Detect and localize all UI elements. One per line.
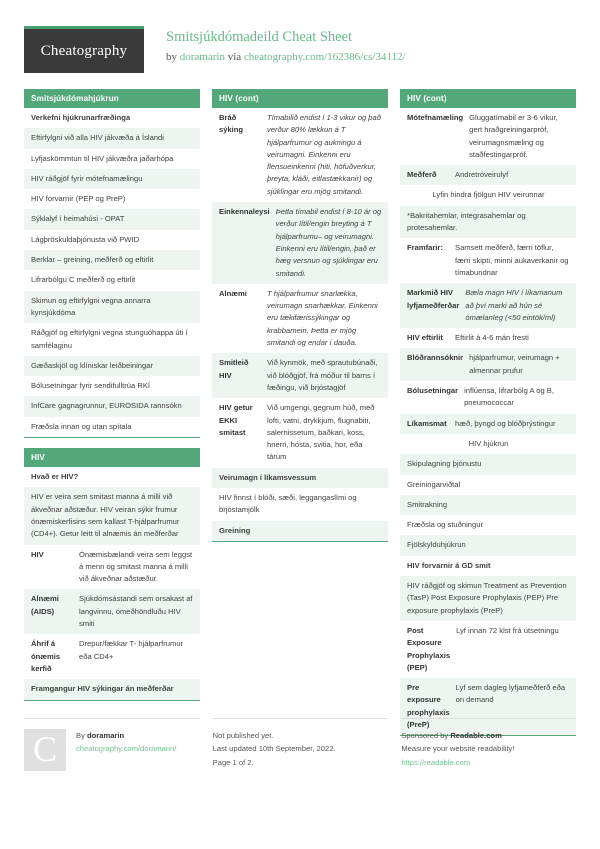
page-header	[0, 0, 600, 73]
list-item: HIV ráðgjöf fyrir mótefnamælingu	[24, 169, 200, 189]
row-value: Við umgengi, gegnum húð, með lofti, vatni, drykkjum, flugnabiti, salernissetum, baðkari, koss, hnerri, hósta, svitia, hor, eða tárum	[267, 403, 375, 462]
row-value: Sjúkdómsástandi sem orsakast af langvinnu, ómeðhöndluðu HIV smiti	[79, 594, 193, 629]
row-value: Þetta tímabil endist í 8-10 ár og verður lítil/engin breyting á T hjálparfrumu– og veirumagni. Einkenni eru lítil/engin, það er hæg versnun og sjúklingar eru smitandi.	[275, 207, 382, 278]
row-key: Meðferð	[407, 170, 437, 180]
list-item: HIV finnst í blóði, sæði, leggangaslími og brjóstamjólk	[212, 488, 388, 521]
row-key: Einkennaleysi	[219, 207, 270, 217]
footer-author-col	[24, 718, 199, 771]
block-header: HIV	[24, 448, 200, 467]
block-header: HIV (cont)	[212, 89, 388, 108]
table-row	[212, 398, 388, 467]
author-link[interactable]: doramarin	[179, 50, 225, 63]
row-value: inflúensa, lifrarbólg A og B, pneumococcar	[464, 386, 554, 408]
table-row	[400, 621, 576, 678]
list-item: Sýklalyf í heimahúsi - OPAT	[24, 209, 200, 229]
list-item: Fræðsla innan og utan spítala	[24, 417, 200, 437]
content-block	[24, 89, 200, 438]
row-key: Blóðrannsóknir	[407, 353, 464, 363]
list-item: Lágþröskuldaþjónusta við PWID	[24, 230, 200, 250]
row-key: HIV eftirlit	[407, 333, 443, 343]
list-item: InfCare gagnagrunnur, EUROSIDA rannsókn	[24, 396, 200, 416]
list-item: Fræðsla og stuðningur	[400, 515, 576, 535]
row-value: Bæla magn HIV í líkamanum að því marki að hún sé ómælanleg (<50 eintök/ml)	[465, 288, 563, 322]
row-value: T hjálparfrumur snarlækka, veirumagn snarhækkar. Einkenni eru tækifærissýkingar og krabbamein. Þetta er mjög smitandi og endar í dauða.	[267, 288, 378, 348]
row-value: Samsett meðferð, færri töflur, færri skipti, minni aukaverkanir og tímabundnar	[455, 243, 569, 277]
sponsor-tagline: Measure your website readability!	[401, 744, 515, 754]
list-item: HIV forvarnir (PEP og PreP)	[24, 189, 200, 209]
list-item: Ráðgjöf og eftirfylgni vegna stunguóhappa úti í samfélaginu	[24, 323, 200, 356]
table-row	[400, 238, 576, 283]
list-item: Greiningarviðtal	[400, 475, 576, 495]
row-value: Gluggatímabil er 3-6 vikur, gert hraðgreiningarpróf, veirumagnsmæling og staðfestingarpróf.	[469, 113, 558, 159]
section-subheader: HIV forvarnir á GD smit	[400, 556, 576, 576]
footer-sponsor-text	[401, 729, 514, 771]
footer-author-name: doramarin	[86, 731, 125, 740]
section-subheader: Veirumagn í líkamsvessum	[212, 468, 388, 488]
column-3	[400, 89, 576, 746]
row-key: Framfarir:	[407, 243, 443, 253]
page-title: Smitsjúkdómadeild Cheat Sheet	[166, 29, 353, 45]
list-item: Eftirfylgni við alla HIV jákvæða á Íslandi	[24, 128, 200, 148]
sponsor-url[interactable]: https://readable.com	[401, 757, 471, 767]
row-key: Bólusetningar	[407, 386, 459, 396]
row-value: Við kynmök, með sprautubúnaði, við blóðgjöf, frá móður til barns í fæðingu, við brjóstagjöf	[267, 358, 378, 392]
column-2	[212, 89, 388, 552]
section-subheader: Verkefni hjúkrunarfræðinga	[24, 108, 200, 128]
list-item: HIV er veira sem smitast manna á milli við ákveðnar aðstæður. HIV veiran sýkir frumur ónæmiskerfisins sem kallast T-hjálparfrumur (CD4+). Getur leitt til alnæmis án meðferðar	[24, 487, 200, 544]
column-1	[24, 89, 200, 711]
block-body	[24, 108, 200, 438]
footer-by-prefix: By	[76, 731, 87, 740]
content-block	[24, 448, 200, 700]
footer-sponsor-col	[401, 718, 576, 771]
section-subheader: HIV hjúkrun	[400, 434, 576, 454]
last-updated: Last updated 10th September, 2022.	[212, 744, 336, 754]
section-subheader: Hvað er HIV?	[24, 467, 200, 487]
table-row	[24, 634, 200, 679]
block-header: Smitsjúkdómahjúkrun	[24, 89, 200, 108]
table-row	[212, 108, 388, 202]
table-row	[400, 381, 576, 414]
row-key: Post Exposure Prophylaxis (PEP)	[407, 625, 451, 672]
table-row	[24, 545, 200, 590]
byline-prefix: by	[166, 50, 180, 63]
list-item: Smitrakning	[400, 495, 576, 515]
section-subheader: Lyfin hindra fjölgun HIV veirunnar	[400, 185, 576, 205]
block-body	[400, 108, 576, 736]
row-value: Lyf innan 72 klst frá útsetningu	[456, 625, 559, 635]
table-row	[212, 353, 388, 398]
block-header: HIV (cont)	[400, 89, 576, 108]
table-row	[400, 283, 576, 328]
content-block	[400, 89, 576, 736]
list-item: Fjölskylduhjúkrun	[400, 535, 576, 555]
table-row	[400, 414, 576, 434]
logo-text: Cheatography	[40, 42, 128, 59]
row-key: HIV	[31, 549, 44, 559]
row-value: Drepur/fækkar T- hjálparfrumur eða CD4+	[79, 639, 184, 661]
list-item: Skimun og eftirfylgni vegna annarra kynsjúkdóma	[24, 291, 200, 324]
list-item: Lifrarbólgu C meðferð og eftirlit	[24, 270, 200, 290]
list-item: Skipulagning þjónustu	[400, 454, 576, 474]
columns-container	[0, 73, 600, 746]
row-key: Markmið HIV lyfjameðferðar	[407, 288, 460, 310]
table-row	[24, 589, 200, 634]
row-value: hæð, þyngd og blóðþrýstingur	[455, 418, 556, 428]
row-key: Alnæmi	[219, 288, 247, 298]
byline	[166, 49, 406, 66]
sponsor-prefix: Sponsored by	[401, 731, 451, 740]
table-row	[212, 284, 388, 353]
footer-author-url[interactable]: cheatography.com/doramarin/	[76, 744, 177, 754]
table-row	[400, 348, 576, 381]
list-item: Berklar – greining, meðferð og eftirlit	[24, 250, 200, 270]
row-key: Bráð sýking	[219, 113, 244, 135]
list-item: Lyfjaskömmtun til HIV jákvæðra jaðarhópa	[24, 149, 200, 169]
list-item: Gæðaskjöl og klíniskar leiðbeiningar	[24, 356, 200, 376]
table-row	[400, 165, 576, 185]
sponsor-name: Readable.com	[450, 731, 502, 740]
row-key: Líkamsmat	[407, 418, 447, 428]
source-link[interactable]: cheatography.com/162386/cs/34112/	[243, 50, 406, 63]
row-key: Áhrif á ónæmis kerfið	[31, 639, 61, 673]
row-value: Lyf sem dagleg lyfjameðferð eða on demand	[455, 683, 566, 705]
footer-author-text	[66, 729, 176, 771]
table-row	[400, 328, 576, 348]
page-footer	[24, 718, 576, 771]
block-body	[24, 467, 200, 700]
row-key: Smitleið HIV	[219, 358, 249, 380]
footer-publish-text	[213, 729, 336, 771]
row-key: Mótefnamæling	[407, 113, 464, 122]
row-value: Tímabilið endist í 1-3 vikur og það verður 80% lækkun á T hjálparfrumur og aukningu á veirumagni. Einkenni eru flensueinkenni (hiti, höfuðverkur, þreyta, kláði, eitlastækkanir) og sjúklingar eru mjög smitandi.	[267, 113, 381, 196]
section-subheader: Greining	[212, 521, 388, 541]
list-item: Bólusetningar fyrir sendifulltrúa RKÍ	[24, 376, 200, 396]
row-value: hjálparfrumur, veirumagn + almennar prufur	[469, 353, 560, 375]
content-block	[212, 89, 388, 542]
list-item: HIV ráðgjöf og skimun Treatment as Prevention (TasP) Post Exposure Prophylaxis (PEP) Pre exposure prophylaxis (PreP)	[400, 576, 576, 621]
row-key: Pre exposure prophylaxis (PreP)	[407, 683, 450, 729]
table-row	[212, 202, 388, 284]
page-info: Page 1 of 2.	[212, 757, 254, 767]
footer-publish-col	[213, 718, 388, 771]
title-block	[166, 26, 406, 65]
table-row	[400, 108, 576, 165]
list-item: *Bakritahemlar, integrasahemlar og protesahemlar.	[400, 206, 576, 239]
cheatography-logo[interactable]	[24, 26, 144, 73]
row-key: HIV getur EKKI smitast	[219, 403, 253, 437]
avatar: C	[24, 729, 66, 771]
byline-via: via	[224, 50, 244, 63]
block-body	[212, 108, 388, 542]
section-subheader: Framgangur HIV sýkingar án meðferðar	[24, 679, 200, 699]
publish-status: Not published yet.	[212, 731, 274, 740]
row-value: Eftirlit á 4-6 mán fresti	[455, 333, 529, 343]
row-value: Ónæmisbælandi veira sem leggst á menn og smitast manna á milli við ákveðnar aðstæður.	[79, 549, 193, 584]
row-key: Alnæmi (AIDS)	[31, 594, 59, 616]
row-value: Andretróveirulyf	[455, 170, 509, 180]
